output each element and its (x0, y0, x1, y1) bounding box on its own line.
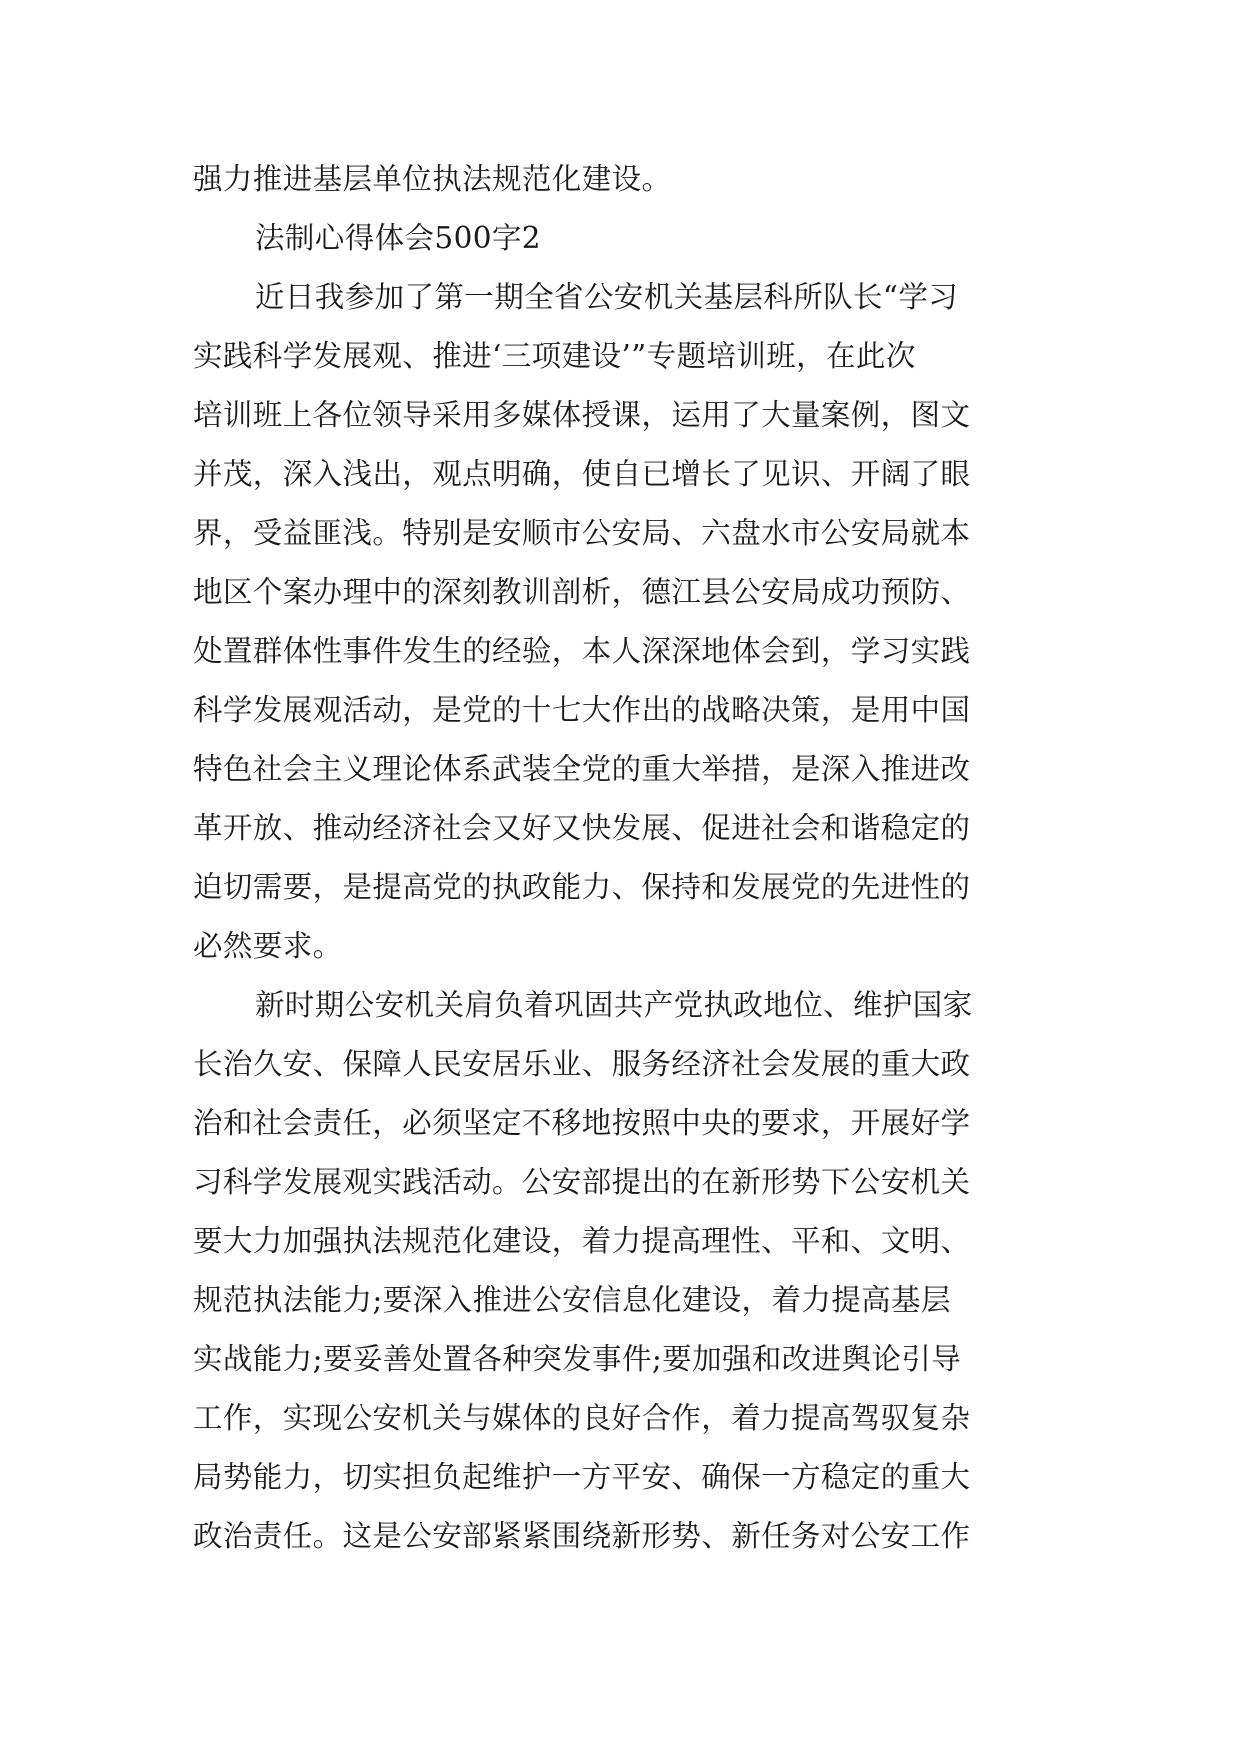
paragraph-line: 要大力加强执法规范化建设，着力提高理性、平和、文明、 (193, 1224, 971, 1258)
paragraph-line: 新时期公安机关肩负着巩固共产党执政地位、维护国家 (255, 988, 973, 1022)
paragraph-line: 界，受益匪浅。特别是安顺市公安局、六盘水市公安局就本 (193, 516, 971, 550)
paragraph-line: 长治久安、保障人民安居乐业、服务经济社会发展的重大政 (193, 1047, 971, 1081)
paragraph-line: 并茂，深入浅出，观点明确，使自已增长了见识、开阔了眼 (193, 457, 971, 491)
paragraph-line: 处置群体性事件发生的经验，本人深深地体会到，学习实践 (193, 634, 971, 668)
paragraph-line: 实践科学发展观、推进‘三项建设’”专题培训班，在此次 (193, 339, 916, 373)
paragraph-line: 局势能力，切实担负起维护一方平安、确保一方稳定的重大 (193, 1460, 971, 1494)
paragraph-line: 政治责任。这是公安部紧紧围绕新形势、新任务对公安工作 (193, 1519, 971, 1553)
paragraph-line: 习科学发展观实践活动。公安部提出的在新形势下公安机关 (193, 1165, 971, 1199)
document-body (193, 150, 1063, 1566)
paragraph-line: 实战能力;要妥善处置各种突发事件;要加强和改进舆论引导 (193, 1342, 962, 1376)
paragraph-line: 特色社会主义理论体系武装全党的重大举措，是深入推进改 (193, 752, 971, 786)
paragraph-line: 规范执法能力;要深入推进公安信息化建设，着力提高基层 (193, 1283, 951, 1317)
paragraph-line: 地区个案办理中的深刻教训剖析，德江县公安局成功预防、 (193, 575, 971, 609)
paragraph-line: 培训班上各位领导采用多媒体授课，运用了大量案例，图文 (193, 398, 971, 432)
paragraph-line: 治和社会责任，必须坚定不移地按照中央的要求，开展好学 (193, 1106, 971, 1140)
paragraph-1 (193, 268, 1063, 976)
paragraph-line: 必然要求。 (193, 929, 343, 963)
paragraph-2 (193, 976, 1063, 1566)
section-heading: 法制心得体会500字2 (255, 221, 541, 255)
paragraph-line: 工作，实现公安机关与媒体的良好合作，着力提高驾驭复杂 (193, 1401, 971, 1435)
continuation-line: 强力推进基层单位执法规范化建设。 (193, 162, 672, 196)
paragraph-line: 科学发展观活动，是党的十七大作出的战略决策，是用中国 (193, 693, 971, 727)
paragraph-line: 迫切需要，是提高党的执政能力、保持和发展党的先进性的 (193, 870, 971, 904)
paragraph-line: 革开放、推动经济社会又好又快发展、促进社会和谐稳定的 (193, 811, 971, 845)
paragraph-line: 近日我参加了第一期全省公安机关基层科所队长“学习 (255, 280, 959, 314)
